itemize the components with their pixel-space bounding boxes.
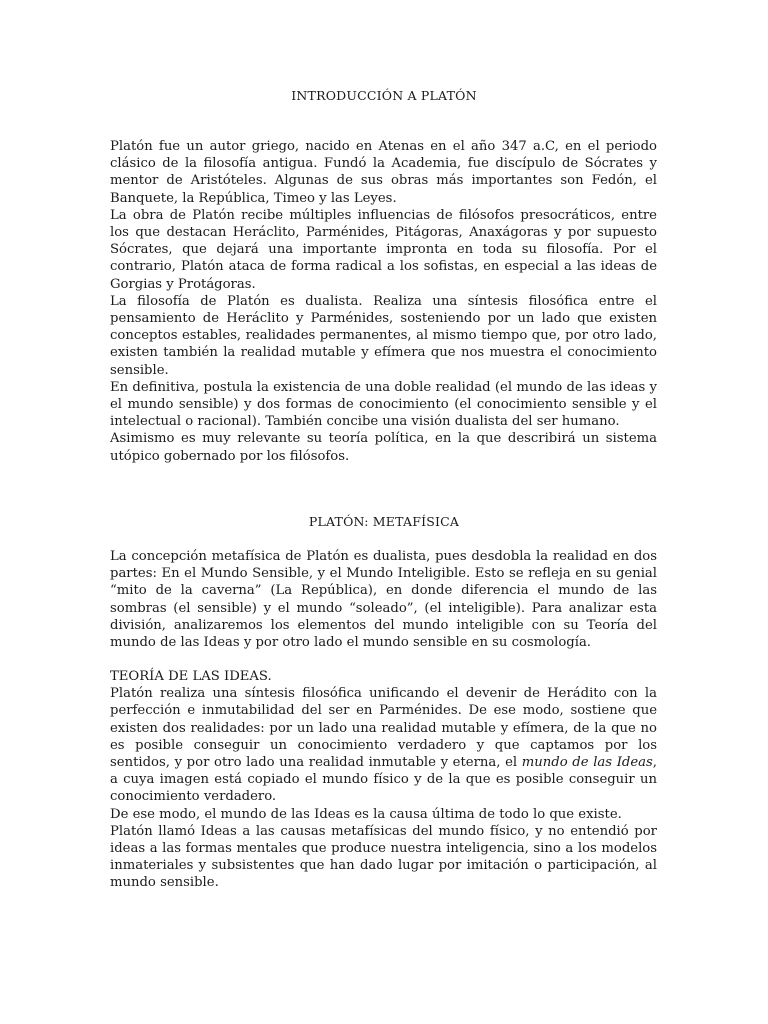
intro-paragraph-2: La obra de Platón recibe múltiples influencias de filósofos presocráticos, entre los que destacan Heráclito, Parménides, Pitágoras, Anaxágoras y por supuesto Sócrates, que dejará una importante impronta en toda su filosofía. Por el contrario, Platón ataca de forma radical a los sofistas, en especial a las ideas de Gorgias y Protágoras.	[110, 207, 657, 292]
intro-paragraph-4: En definitiva, postula la existencia de una doble realidad (el mundo de las ideas y el mundo sensible) y dos formas de conocimiento (el conocimiento sensible y el intelectual o racional). También concibe una visión dualista del ser humano.	[110, 379, 657, 430]
intro-title: INTRODUCCIÓN A PLATÓN	[291, 88, 477, 103]
ideas-paragraph-3: Platón llamó Ideas a las causas metafísicas del mundo físico, y no entendió por ideas a las formas mentales que produce nuestra inteligencia, sino a los modelos inmateriales y subsistentes que han dado lugar por imitación o participación, al mundo sensible.	[110, 823, 657, 891]
ideas-section	[110, 668, 657, 892]
intro-section	[110, 138, 657, 465]
metafisica-title: PLATÓN: METAFÍSICA	[308, 514, 460, 529]
metafisica-paragraph-1: La concepción metafísica de Platón es dualista, pues desdobla la realidad en dos partes: En el Mundo Sensible, y el Mundo Inteligible. Esto se refleja en su genial “mito de la caverna” (La República), en donde diferencia el mundo de las sombras (el sensible) y el mundo “soleado”, (el inteligible). Para analizar esta división, analizaremos los elementos del mundo inteligible con su Teoría del mundo de las Ideas y por otro lado el mundo sensible en su cosmología.	[110, 549, 657, 651]
ideas-paragraph-1-end: , a cuya imagen está copiado el mundo físico y de la que es posible conseguir un conocimiento verdadero.	[110, 755, 657, 805]
ideas-paragraph-1	[110, 685, 657, 805]
ideas-paragraph-1-start: Platón realiza una síntesis filosófica unificando el devenir de Herádito con la perfección e inmutabilidad del ser en Parménides. De ese modo, sostiene que existen dos realidades: por un lado una realidad mutable y efímera, de la que no es posible conseguir un conocimiento verdadero y que captamos por los sentidos, y por otro lado una realidad inmutable y eterna, el	[110, 686, 657, 771]
ideas-paragraph-1-italic: mundo de las Ideas	[521, 755, 653, 771]
metafisica-section	[110, 548, 657, 651]
intro-paragraph-1: Platón fue un autor griego, nacido en Atenas en el año 347 a.C, en el periodo clásico de la filosofía antigua. Fundó la Academia, fue discípulo de Sócrates y mentor de Aristóteles. Algunas de sus obras más importantes son Fedón, el Banquete, la República, Timeo y las Leyes.	[110, 139, 657, 206]
ideas-paragraph-2: De ese modo, el mundo de las Ideas es la causa última de todo lo que existe.	[110, 806, 622, 822]
intro-paragraph-5: Asimismo es muy relevante su teoría política, en la que describirá un sistema utópico gobernado por los filósofos.	[110, 431, 657, 464]
intro-paragraph-3: La filosofía de Platón es dualista. Realiza una síntesis filosófica entre el pensamiento de Heráclito y Parménides, sosteniendo por un lado que existen conceptos estables, realidades permanentes, al mismo tiempo que, por otro lado, existen también la realidad mutable y efímera que nos muestra el conocimiento sensible.	[110, 293, 657, 378]
ideas-subheading: TEORÍA DE LAS IDEAS.	[110, 669, 272, 684]
